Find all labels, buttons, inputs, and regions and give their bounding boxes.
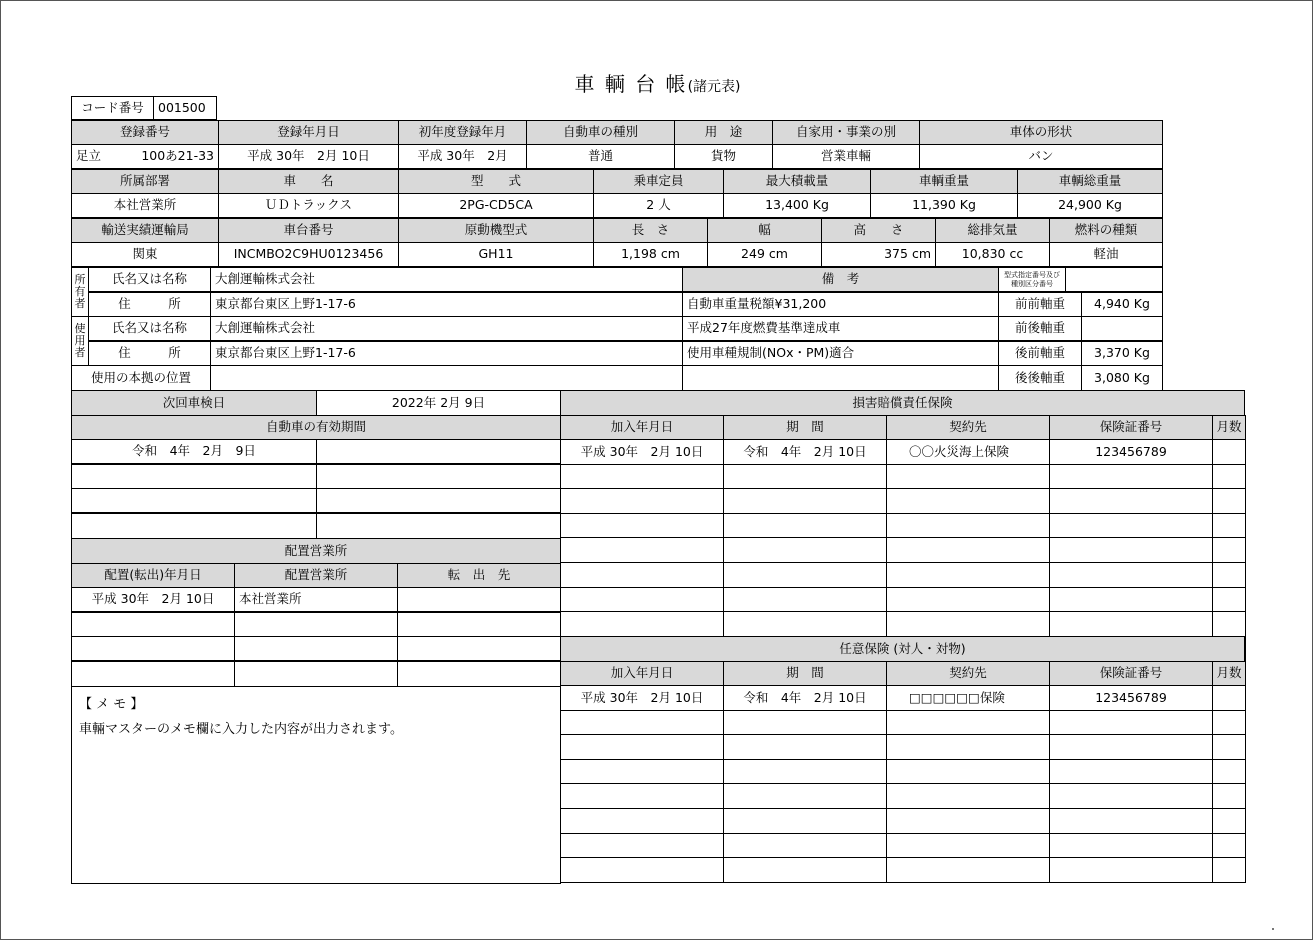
placement-cell	[397, 612, 561, 637]
compulsory-cell	[560, 537, 724, 563]
header-height: 高 さ	[821, 218, 936, 243]
compulsory-cell	[723, 513, 887, 538]
compulsory-cell	[886, 611, 1050, 637]
compulsory-cell	[1212, 488, 1246, 514]
voluntary-cell	[560, 857, 724, 883]
placement-cell	[234, 612, 398, 637]
voluntary-cell	[1212, 685, 1246, 711]
compulsory-cell: 平成 30年 2月 10日	[560, 439, 724, 465]
compulsory-cell	[1212, 611, 1246, 637]
placement-header: 配置営業所	[234, 563, 398, 588]
voluntary-header: 加入年月日	[560, 661, 724, 686]
voluntary-cell	[1212, 710, 1246, 735]
compulsory-cell	[723, 488, 887, 514]
compulsory-cell	[1049, 537, 1213, 563]
voluntary-cell	[1212, 833, 1246, 858]
remarks-header: 備 考	[682, 267, 999, 292]
compulsory-header: 月数	[1212, 415, 1246, 440]
compulsory-cell	[1212, 562, 1246, 588]
compulsory-header: 期 間	[723, 415, 887, 440]
owner-name: 大創運輸株式会社	[210, 267, 683, 292]
owner-addr-label: 住 所	[88, 292, 211, 317]
first-reg: 平成 30年 2月	[398, 144, 527, 169]
vehicle-type: 普通	[526, 144, 675, 169]
voluntary-title: 任意保険 (対人・対物)	[560, 636, 1245, 662]
header-length: 長 さ	[593, 218, 708, 243]
bureau: 関東	[71, 242, 219, 267]
compulsory-cell	[560, 587, 724, 612]
header-reg-date: 登録年月日	[218, 120, 399, 145]
validity-cell	[71, 488, 317, 513]
placement-cell	[71, 636, 235, 661]
voluntary-cell	[886, 833, 1050, 858]
voluntary-cell	[1049, 734, 1213, 760]
header-capacity: 乗車定員	[593, 169, 724, 194]
voluntary-cell	[1049, 783, 1213, 809]
compulsory-cell	[723, 587, 887, 612]
voluntary-cell	[723, 759, 887, 784]
voluntary-cell	[1212, 857, 1246, 883]
voluntary-cell	[1049, 759, 1213, 784]
length: 1,198 cm	[593, 242, 708, 267]
voluntary-header: 期 間	[723, 661, 887, 686]
business: 営業車輛	[772, 144, 920, 169]
voluntary-cell	[1049, 710, 1213, 735]
voluntary-cell	[723, 710, 887, 735]
compulsory-cell	[886, 513, 1050, 538]
compulsory-cell	[886, 562, 1050, 588]
capacity: 2 人	[593, 193, 724, 218]
compulsory-cell: 令和 4年 2月 10日	[723, 439, 887, 465]
axle-label: 後後軸重	[998, 365, 1082, 391]
chassis-number: INCMBO2C9HU0123456	[218, 242, 399, 267]
page-title: 車 輌 台 帳(諸元表)	[574, 72, 741, 96]
validity-cell	[71, 513, 317, 539]
axle-value: 3,370 Kg	[1081, 341, 1163, 366]
placement-header: 配置(転出)年月日	[71, 563, 235, 588]
memo-box	[71, 686, 561, 884]
voluntary-cell	[560, 833, 724, 858]
compulsory-cell	[560, 513, 724, 538]
axle-label: 前後軸重	[998, 316, 1082, 341]
placement-cell	[397, 636, 561, 661]
header-usage: 用 途	[674, 120, 773, 145]
compulsory-cell	[886, 537, 1050, 563]
compulsory-cell	[886, 488, 1050, 514]
header-body-shape: 車体の形状	[919, 120, 1163, 145]
compulsory-header: 保険証番号	[1049, 415, 1213, 440]
placement-cell	[234, 636, 398, 661]
placement-cell	[234, 661, 398, 687]
header-engine: 原動機型式	[398, 218, 594, 243]
user-side-label: 使用者	[71, 316, 89, 366]
type-designation-value	[1065, 267, 1163, 292]
header-displacement: 総排気量	[935, 218, 1050, 243]
voluntary-header: 保険証番号	[1049, 661, 1213, 686]
voluntary-cell	[1049, 833, 1213, 858]
compulsory-cell	[886, 464, 1050, 489]
voluntary-cell	[1212, 808, 1246, 834]
compulsory-cell	[723, 537, 887, 563]
vehicle-name: ＵＤトラックス	[218, 193, 399, 218]
header-bureau: 輸送実績運輸局	[71, 218, 219, 243]
voluntary-cell	[886, 734, 1050, 760]
user-address: 東京都台東区上野1-17-6	[210, 341, 683, 366]
compulsory-cell	[723, 464, 887, 489]
memo-title: 【 メ モ 】	[79, 697, 144, 712]
compulsory-cell	[723, 562, 887, 588]
corner-mark	[1272, 928, 1274, 930]
validity-cell: 令和 4年 2月 9日	[71, 439, 317, 464]
axle-value: 3,080 Kg	[1081, 365, 1163, 391]
validity-cell	[316, 513, 561, 539]
validity-cell	[316, 464, 561, 489]
voluntary-cell	[723, 833, 887, 858]
base-location	[210, 365, 683, 391]
compulsory-cell	[1049, 488, 1213, 514]
reg-date: 平成 30年 2月 10日	[218, 144, 399, 169]
validity-header: 自動車の有効期間	[71, 415, 561, 440]
user-name: 大創運輸株式会社	[210, 316, 683, 341]
inspection-date: 2022年 2月 9日	[316, 390, 561, 416]
voluntary-cell	[886, 783, 1050, 809]
compulsory-cell: 〇〇火災海上保険	[886, 439, 1050, 465]
voluntary-cell	[723, 857, 887, 883]
max-load: 13,400 Kg	[723, 193, 871, 218]
axle-label: 後前軸重	[998, 341, 1082, 366]
voluntary-cell	[560, 808, 724, 834]
user-name-label: 氏名又は名称	[88, 316, 211, 341]
voluntary-cell	[886, 759, 1050, 784]
compulsory-cell	[1049, 513, 1213, 538]
header-dept: 所属部署	[71, 169, 219, 194]
header-business: 自家用・事業の別	[772, 120, 920, 145]
voluntary-cell	[723, 734, 887, 760]
header-gross-weight: 車輌総重量	[1017, 169, 1163, 194]
fuel: 軽油	[1049, 242, 1163, 267]
remarks-line: 自動車重量税額¥31,200	[682, 292, 999, 317]
placement-title: 配置営業所	[71, 538, 561, 564]
voluntary-cell	[560, 710, 724, 735]
voluntary-cell	[560, 783, 724, 809]
compulsory-cell	[1212, 464, 1246, 489]
header-first-reg: 初年度登録年月	[398, 120, 527, 145]
compulsory-cell: 123456789	[1049, 439, 1213, 465]
type-designation-label: 型式指定番号及び種別区分番号	[998, 267, 1066, 292]
remarks-line	[682, 365, 999, 391]
voluntary-cell	[723, 783, 887, 809]
placement-header: 転 出 先	[397, 563, 561, 588]
height: 375 cm	[821, 242, 936, 267]
compulsory-cell	[886, 587, 1050, 612]
model: 2PG-CD5CA	[398, 193, 594, 218]
voluntary-cell: 令和 4年 2月 10日	[723, 685, 887, 711]
voluntary-cell	[1212, 734, 1246, 760]
compulsory-cell	[560, 488, 724, 514]
voluntary-cell	[1049, 857, 1213, 883]
compulsory-cell	[1049, 562, 1213, 588]
header-weight: 車輌重量	[870, 169, 1018, 194]
header-vehicle-name: 車 名	[218, 169, 399, 194]
header-vehicle-type: 自動車の種別	[526, 120, 675, 145]
compulsory-cell	[560, 464, 724, 489]
placement-cell	[71, 661, 235, 687]
user-addr-label: 住 所	[88, 341, 211, 366]
gross-weight: 24,900 Kg	[1017, 193, 1163, 218]
compulsory-cell	[1212, 537, 1246, 563]
validity-cell	[316, 488, 561, 513]
header-max-load: 最大積載量	[723, 169, 871, 194]
engine-model: GH11	[398, 242, 594, 267]
remarks-line: 使用車種規制(NOx・PM)適合	[682, 341, 999, 366]
compulsory-cell	[1212, 439, 1246, 465]
compulsory-cell	[1049, 464, 1213, 489]
weight: 11,390 Kg	[870, 193, 1018, 218]
inspection-label: 次回車検日	[71, 390, 317, 416]
placement-cell	[397, 661, 561, 687]
remarks-line: 平成27年度燃費基準達成車	[682, 316, 999, 341]
code-label: コード番号	[71, 96, 154, 120]
compulsory-cell	[1212, 513, 1246, 538]
base-location-label: 使用の本拠の位置	[71, 365, 211, 391]
displacement: 10,830 cc	[935, 242, 1050, 267]
owner-name-label: 氏名又は名称	[88, 267, 211, 292]
code-value: 001500	[153, 96, 217, 120]
validity-cell	[316, 439, 561, 464]
voluntary-cell	[560, 759, 724, 784]
width: 249 cm	[707, 242, 822, 267]
voluntary-header: 契約先	[886, 661, 1050, 686]
header-model: 型 式	[398, 169, 594, 194]
voluntary-cell	[560, 734, 724, 760]
dept: 本社営業所	[71, 193, 219, 218]
compulsory-cell	[723, 611, 887, 637]
placement-cell: 本社営業所	[234, 587, 398, 612]
header-fuel: 燃料の種類	[1049, 218, 1163, 243]
axle-value	[1081, 316, 1163, 341]
compulsory-cell	[560, 611, 724, 637]
voluntary-cell	[886, 808, 1050, 834]
owner-address: 東京都台東区上野1-17-6	[210, 292, 683, 317]
body-shape: バン	[919, 144, 1163, 169]
header-reg-number: 登録番号	[71, 120, 219, 145]
validity-cell	[71, 464, 317, 489]
compulsory-cell	[1049, 611, 1213, 637]
voluntary-cell	[1212, 783, 1246, 809]
voluntary-cell	[1212, 759, 1246, 784]
compulsory-header: 契約先	[886, 415, 1050, 440]
axle-label: 前前軸重	[998, 292, 1082, 317]
compulsory-cell	[1212, 587, 1246, 612]
header-width: 幅	[707, 218, 822, 243]
placement-cell	[71, 612, 235, 637]
placement-cell	[397, 587, 561, 612]
usage: 貨物	[674, 144, 773, 169]
voluntary-cell	[1049, 808, 1213, 834]
owner-side-label: 所有者	[71, 267, 89, 317]
compulsory-cell	[560, 562, 724, 588]
voluntary-cell	[886, 710, 1050, 735]
reg-number: 足立 100あ21-33	[71, 144, 219, 169]
voluntary-cell: 123456789	[1049, 685, 1213, 711]
placement-cell: 平成 30年 2月 10日	[71, 587, 235, 612]
axle-value: 4,940 Kg	[1081, 292, 1163, 317]
memo-text: 車輛マスターのメモ欄に入力した内容が出力されます。	[79, 721, 403, 737]
voluntary-header: 月数	[1212, 661, 1246, 686]
voluntary-cell	[723, 808, 887, 834]
voluntary-cell: □□□□□□保険	[886, 685, 1050, 711]
header-chassis: 車台番号	[218, 218, 399, 243]
compulsory-header: 加入年月日	[560, 415, 724, 440]
compulsory-title: 損害賠償責任保険	[560, 390, 1245, 416]
compulsory-cell	[1049, 587, 1213, 612]
voluntary-cell: 平成 30年 2月 10日	[560, 685, 724, 711]
voluntary-cell	[886, 857, 1050, 883]
